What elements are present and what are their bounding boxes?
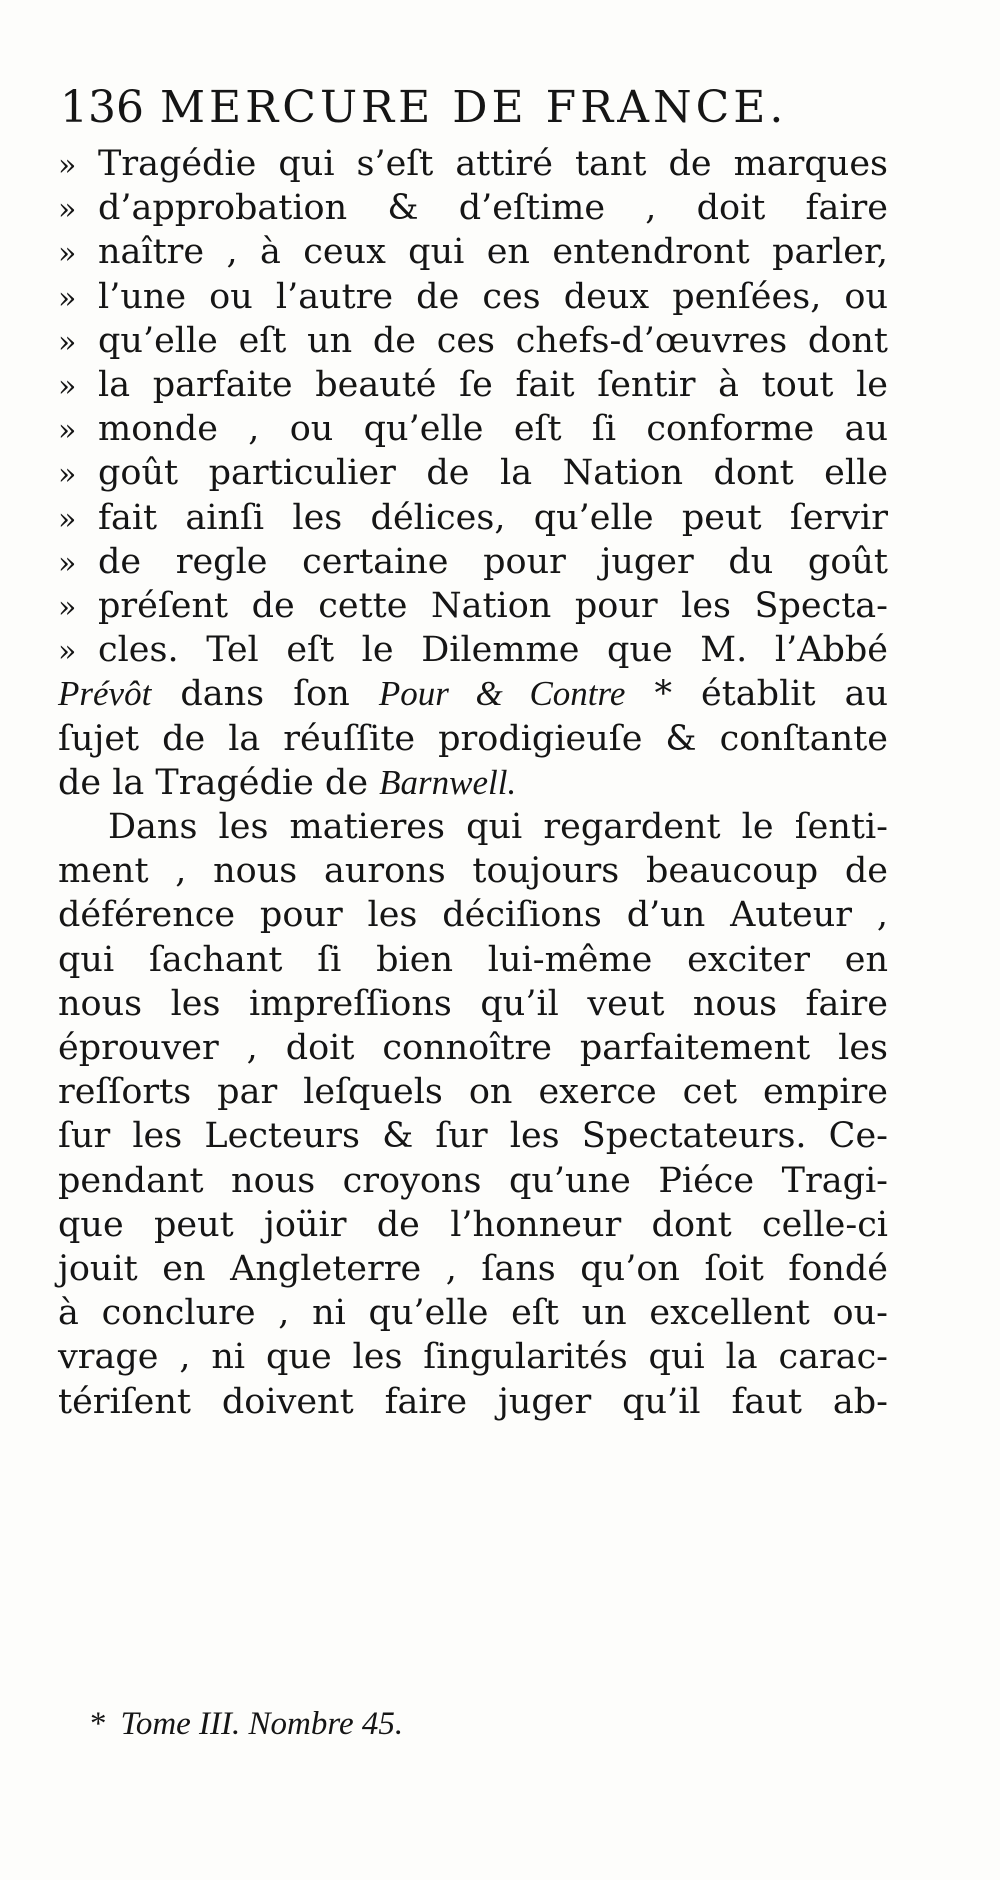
- quotation-mark: »: [58, 281, 77, 316]
- italic-text: Barnwell.: [379, 763, 517, 802]
- footnote-marker: *: [90, 1706, 107, 1742]
- line-text: préſent de cette Nation pour les Specta-: [98, 586, 888, 626]
- line-text: la parfaite beauté ſe fait ſentir à tout le: [98, 365, 888, 405]
- line-text: l’une ou l’autre de ces deux penſées, ou: [98, 277, 888, 317]
- line-text: tériſent doivent faire juger qu’il faut ab-: [58, 1382, 888, 1422]
- footnote-text: Tome III. Nombre 45.: [120, 1706, 404, 1742]
- line-text: qui ſachant ſi bien lui-même exciter en: [58, 940, 888, 980]
- line-text: reſſorts par leſquels on exerce cet empire: [58, 1072, 888, 1112]
- running-header: [60, 80, 850, 136]
- line-text: goût particulier de la Nation dont elle: [98, 453, 888, 493]
- line-text: à conclure , ni qu’elle eſt un excellent ou-: [58, 1293, 888, 1333]
- line-text: qu’elle eſt un de ces chefs-d’œuvres dont: [98, 321, 888, 361]
- page-number: 136: [60, 82, 144, 133]
- line-text: Tragédie qui s’eſt attiré tant de marques: [98, 144, 888, 184]
- line-text: nous les impreſſions qu’il veut nous faire: [58, 984, 888, 1024]
- line-text: Dans les matieres qui regardent le ſenti-: [108, 807, 888, 847]
- quotation-mark: »: [58, 236, 77, 271]
- quotation-mark: »: [58, 413, 77, 448]
- line-text: de regle certaine pour juger du goût: [98, 542, 888, 582]
- line-text: cles. Tel eſt le Dilemme que M. l’Abbé: [98, 630, 888, 670]
- line-text: ſujet de la réuſſite prodigieuſe & conſtante: [58, 719, 888, 759]
- line-text: que peut joüir de l’honneur dont celle-ci: [58, 1205, 888, 1245]
- quotation-mark: »: [58, 325, 77, 360]
- quotation-mark: »: [58, 192, 77, 227]
- line-text: déférence pour les déciſions d’un Auteur ,: [58, 895, 888, 935]
- quotation-mark: »: [58, 546, 77, 581]
- line-text: ment , nous aurons toujours beaucoup de: [58, 851, 888, 891]
- line-text: de la Tragédie de: [58, 763, 380, 803]
- quotation-mark: »: [58, 502, 77, 537]
- quotation-mark: »: [58, 369, 77, 404]
- footnote: [90, 1700, 403, 1748]
- italic-text: Prévôt: [58, 674, 152, 713]
- line-text: monde , ou qu’elle eſt ſi conforme au: [98, 409, 888, 449]
- quotation-mark: »: [58, 457, 77, 492]
- line-text: vrage , ni que les ſingularités qui la carac-: [58, 1337, 888, 1377]
- line-text: naître , à ceux qui en entendront parler,: [98, 232, 888, 272]
- line-text: d’approbation & d’eſtime , doit faire: [98, 188, 888, 228]
- line-text: éprouver , doit connoître parfaitement les: [58, 1028, 888, 1068]
- italic-text: Pour & Contre: [378, 674, 626, 713]
- text-line: [58, 1376, 888, 1428]
- quotation-mark: »: [58, 148, 77, 183]
- line-text: jouit en Angleterre , ſans qu’on ſoit fondé: [58, 1249, 888, 1289]
- quotation-mark: »: [58, 634, 77, 669]
- line-text: fait ainſi les délices, qu’elle peut ſervir: [98, 498, 888, 538]
- line-text: pendant nous croyons qu’une Piéce Tragi-: [58, 1161, 888, 1201]
- line-text: dans ſon: [151, 674, 379, 714]
- running-title: MERCURE DE FRANCE.: [159, 82, 788, 133]
- line-text: ſur les Lecteurs & ſur les Spectateurs. Ce-: [58, 1116, 888, 1156]
- line-text: * établit au: [625, 674, 889, 714]
- quotation-mark: »: [58, 590, 77, 625]
